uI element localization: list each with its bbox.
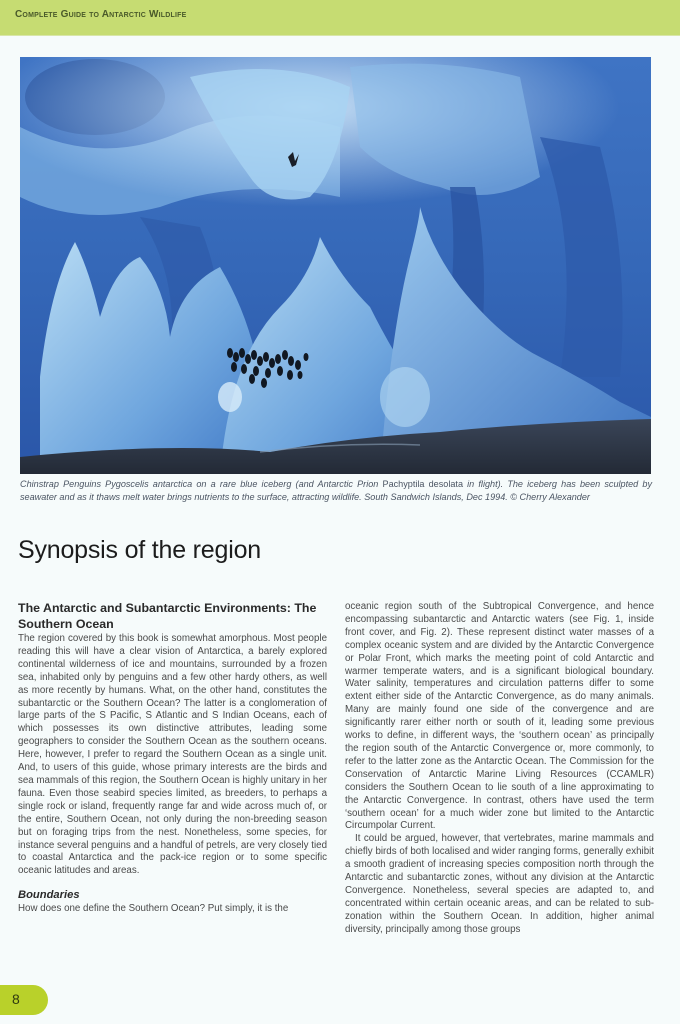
left-column <box>18 600 327 916</box>
running-header-title: Complete Guide to Antarctic Wildlife <box>15 9 187 20</box>
page-number: 8 <box>12 991 20 1007</box>
body-paragraph: The region covered by this book is somewhat amorphous. Most people reading this will have a clear vision of Antarctica, a barely explored continental wilderness of ice and mountains, surrounded by a frozen sea, inhabited only by penguins and a few other hardy others, as well as more recently by humans. What, on the other hand, constitutes the subantarctic or the Southern Ocean? The latter is a conglomeration of large parts of the S Pacific, S Atlantic and S Indian Oceans, each of which possesses its own distinctive attributes, leading some geographers to consider the Southern Ocean as the southern oceans. Here, however, I prefer to regard the Southern Ocean as a single unit. And, to users of this guide, whose primary interests are the birds and sea mammals of this region, the Southern Ocean is highly unitary in her fauna. Even those seabird species limited, as breeders, to perhaps a single rock or island, frequently range far and wide across much of, or the entire, Southern Ocean, not only during the non-breeding season but on foraging trips from the nest. Nonetheless, some species, for instance several penguins and a handful of petrels, are very closely tied to coastal Antarctica and the pack-ice region or to some specific oceanic latitudes and areas. <box>18 633 327 877</box>
caption-part-1: Chinstrap Penguins Pygoscelis antarctica on a rare blue iceberg (and Antarctic Prion <box>20 479 383 489</box>
body-paragraph: It could be argued, however, that vertebrates, marine mammals and chiefly birds of both localised and wider ranging forms, generally exhibit a smooth gradient of increasing species composition north through the Antarctic and subantarctic zones, without any division at the Antarctic Convergence. Nonetheless, several species are adapted to, and concentrated within certain oceanic areas, and can be related to sub-zonation within the Southern Ocean. In addition, higher animal diversity, principally among those groups <box>345 833 654 935</box>
right-column <box>345 601 654 937</box>
photo-caption <box>20 478 652 503</box>
subheading-southern-ocean: The Antarctic and Subantarctic Environments: The Southern Ocean <box>18 601 317 631</box>
page-number-tab <box>0 985 48 1015</box>
body-paragraph: How does one define the Southern Ocean? Put simply, it is the <box>18 903 289 915</box>
running-header-bar <box>0 0 680 36</box>
body-paragraph: oceanic region south of the Subtropical Convergence, and hence encompassing subantarctic and Antarctic waters (see Fig. 1, inside front cover, and Fig. 2). These represent distinct water masses of a complex oceanic system and are divided by the Antarctic Convergence or Polar Front, which marks the meeting point of cold Antarctic and warmer temperate waters, and is a significant biological boundary. Water salinity, temperatures and circulation patterns differ to some extent either side of the Antarctic Convergence, as do many animals. Many are mainly found one side of the convergence and are significantly rarer either north or south of it, leading some previous works to define, in different ways, the ‘southern ocean’ as principally the region south of the Antarctic Convergence or, more commonly, to refer to the latter zone as the Antarctic Ocean. The Commission for the Conservation of Antarctic Marine Living Resources (CCAMLR) considers the Southern Ocean to lie south of a line approximating to the Antarctic Convergence. In contrast, others have used the term ‘southern ocean’ for a much wider zone but limited to the Antarctic Circumpolar Current. <box>345 601 654 832</box>
iceberg-photo <box>20 57 651 474</box>
caption-species-name: Pachyptila desolata <box>382 479 463 489</box>
caption-part-3: in flight). The iceberg has been sculpted by seawater and as it thaws melt water brings nutrients to the surface, attracting wildlife. South Sandwich Islands, Dec 1994. © Cherry Alexander <box>20 479 652 502</box>
section-title: Synopsis of the region <box>18 536 261 564</box>
subheading-boundaries: Boundaries <box>18 889 80 902</box>
iceberg-illustration <box>20 57 651 474</box>
